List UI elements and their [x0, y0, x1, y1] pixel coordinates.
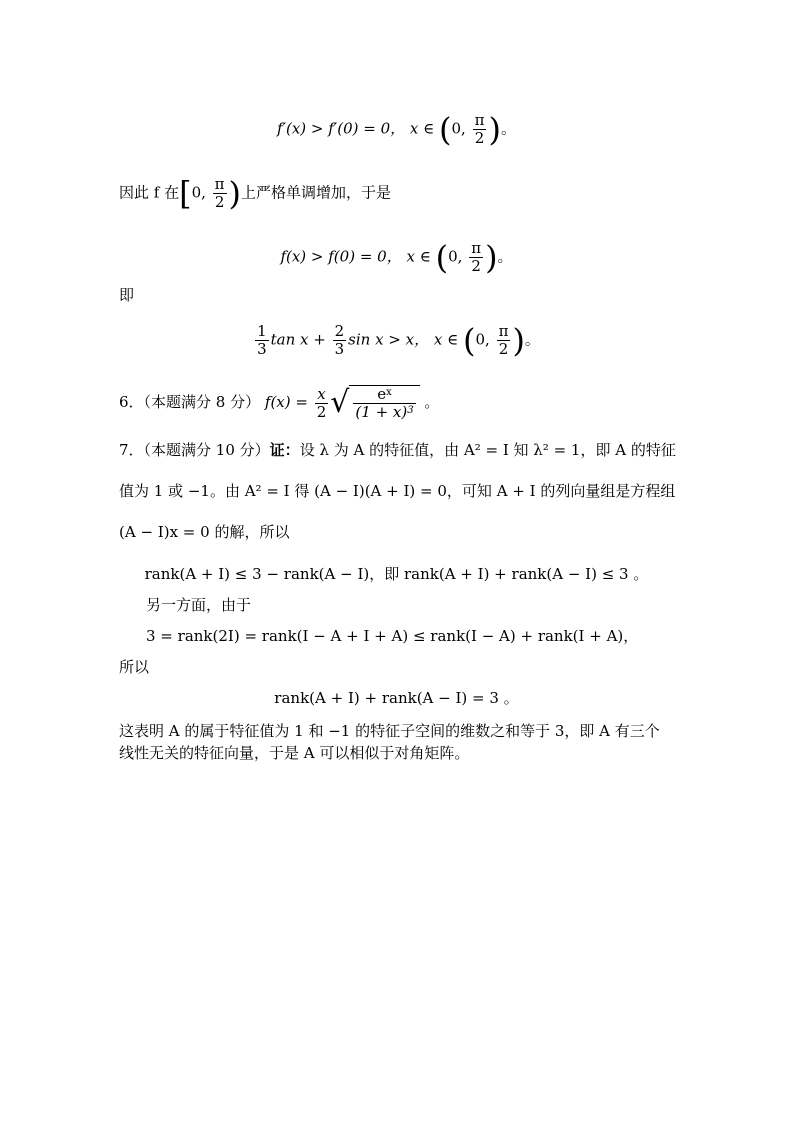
ex: $e^x$ [353, 386, 415, 404]
right-paren: ) [512, 321, 525, 360]
q7-zheng: 证： [269, 441, 300, 459]
conclusion-line2: 线性无关的特征向量，于是 A 可以相似于对角矩阵。 [119, 744, 470, 762]
q6-fx: f(x) = [264, 393, 308, 411]
zero: 0, [191, 183, 206, 202]
left-bracket: [ [179, 174, 192, 213]
two: 2 [334, 322, 345, 340]
sin-term: sin x > x， [348, 330, 430, 349]
pi-over-two [469, 240, 483, 275]
question-7-line2: 值为 1 或 −1。由 A² = I 得 (A − I)(A + I) = 0，可知 A + I 的列向量组是方程组 [119, 482, 676, 500]
pi-over-two [213, 176, 227, 211]
left-paren: ( [435, 238, 449, 277]
eq3-x-in: x ∈ [433, 330, 459, 349]
text-ji: 即 [119, 286, 135, 304]
tan-term: tan x + [270, 330, 326, 349]
radical-sign: √ [330, 385, 350, 420]
question-6 [119, 385, 439, 421]
eq2-end: 。 [497, 247, 513, 266]
den: $(1 + x)^3$ [355, 403, 414, 421]
left-paren: ( [439, 110, 452, 149]
x-over-two [315, 386, 329, 421]
three: 3 [334, 340, 345, 358]
q6-label: 6．（本题满分 8 分） [119, 393, 261, 411]
q6-end: 。 [424, 393, 440, 411]
three: 3 [257, 340, 267, 358]
eq2-x-in: x ∈ [406, 247, 431, 266]
text-monotonic [119, 176, 391, 211]
sqrt-body [349, 385, 419, 421]
zero: 0, [448, 247, 463, 266]
line2-suffix: 上严格单调增加，于是 [241, 183, 392, 202]
right-paren: ) [485, 238, 498, 277]
right-paren: ) [228, 174, 242, 213]
zero: 0, [475, 330, 490, 349]
eq1-lhs: f′(x) > f′(0) = 0， [277, 119, 406, 138]
eq3-end: 。 [524, 330, 540, 349]
equation-f [0, 240, 793, 275]
pi-over-two [497, 323, 511, 358]
pi: π [498, 322, 509, 340]
one-third [255, 323, 269, 358]
text-another-side: 另一方面，由于 [146, 596, 252, 614]
pi: π [474, 111, 485, 129]
q7-l1: 设 λ 为 A 的特征值，由 A² = I 知 λ² = 1，即 A 的特征 [299, 441, 676, 459]
eq1-zero: 0, [451, 119, 466, 138]
line2-prefix: 因此 f 在 [119, 183, 180, 202]
two: 2 [474, 129, 485, 147]
x: x [315, 386, 329, 404]
q7-label: 7．（本题满分 10 分） [119, 441, 270, 459]
equation-rank3: rank(A + I) + rank(A − I) = 3 。 [274, 689, 519, 707]
pi-over-two [473, 112, 487, 147]
equation-rank2: 3 = rank(2I) = rank(I − A + I + A) ≤ rank(I − A) + rank(I + A)， [146, 627, 639, 645]
eq1-end: 。 [500, 119, 516, 138]
eq1-x-in: x ∈ [409, 119, 435, 138]
one: 1 [257, 322, 267, 340]
equation-rank1: rank(A + I) ≤ 3 − rank(A − I)，即 rank(A + I) + rank(A − I) ≤ 3 。 [144, 565, 649, 583]
two-thirds [333, 323, 347, 358]
conclusion-line1: 这表明 A 的属于特征值为 1 和 −1 的特征子空间的维数之和等于 3，即 A 有三个 [119, 722, 660, 740]
two: 2 [214, 193, 225, 211]
equation-tan-sin [0, 323, 793, 358]
right-paren: ) [488, 110, 501, 149]
text-so: 所以 [119, 658, 150, 676]
two: 2 [498, 340, 509, 358]
question-7-line1 [119, 439, 676, 461]
two: 2 [471, 257, 481, 275]
eq2-lhs: f(x) > f(0) = 0， [280, 247, 402, 266]
pi: π [214, 175, 225, 193]
e-over-cube [353, 386, 415, 421]
two: 2 [316, 402, 327, 421]
left-paren: ( [463, 321, 476, 360]
equation-derivative [0, 112, 793, 147]
pi: π [471, 239, 482, 257]
question-7-line3: (A − I)x = 0 的解，所以 [119, 523, 290, 541]
sqrt [330, 385, 419, 421]
